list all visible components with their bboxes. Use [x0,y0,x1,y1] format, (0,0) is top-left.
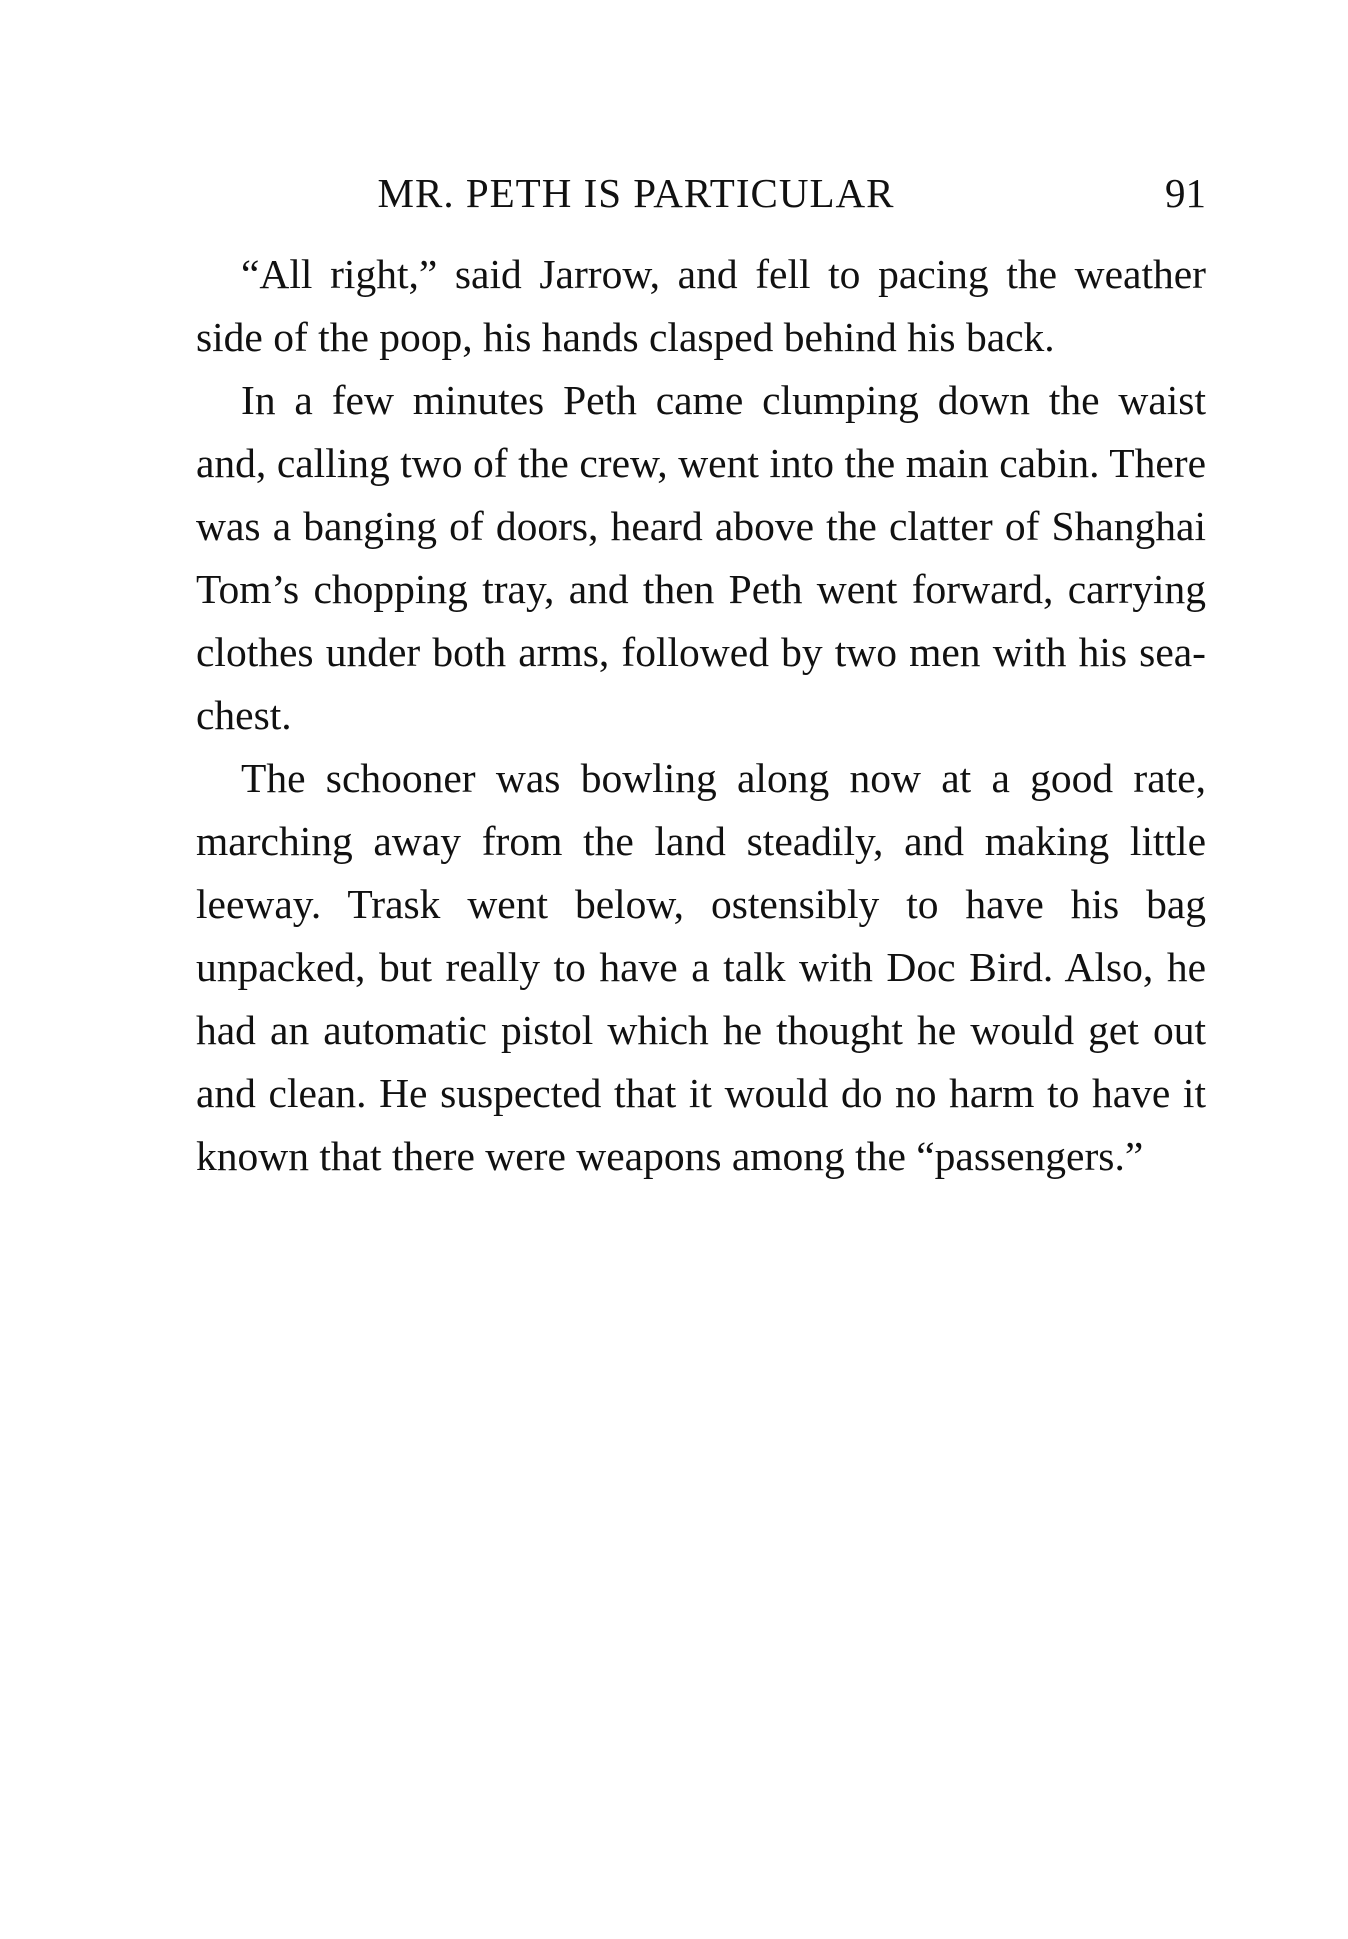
running-title: MR. PETH IS PARTICULAR [377,170,895,216]
page-number: 91 [1165,170,1206,216]
body-text [196,243,1206,1188]
running-head [196,168,1206,218]
paragraph-2: In a few minutes Peth came clumping down the waist and, calling two of the crew, went into the main cabin. There was a banging of doors, heard above the clatter of Shanghai Tom’s chopping tray, and then Peth went forward, carrying clothes under both arms, followed by two men with his sea-chest. [196,377,1206,738]
paragraph-1: “All right,” said Jarrow, and fell to pacing the weather side of the poop, his hands clasped behind his back. [196,251,1206,360]
paragraph-3: The schooner was bowling along now at a good rate, marching away from the land steadily, and making little leeway. Trask went below, ostensibly to have his bag unpacked, but really to have a talk with Doc Bird. Also, he had an automatic pistol which he thought he would get out and clean. He suspected that it would do no harm to have it known that there were weapons among the “passengers.” [196,755,1206,1179]
